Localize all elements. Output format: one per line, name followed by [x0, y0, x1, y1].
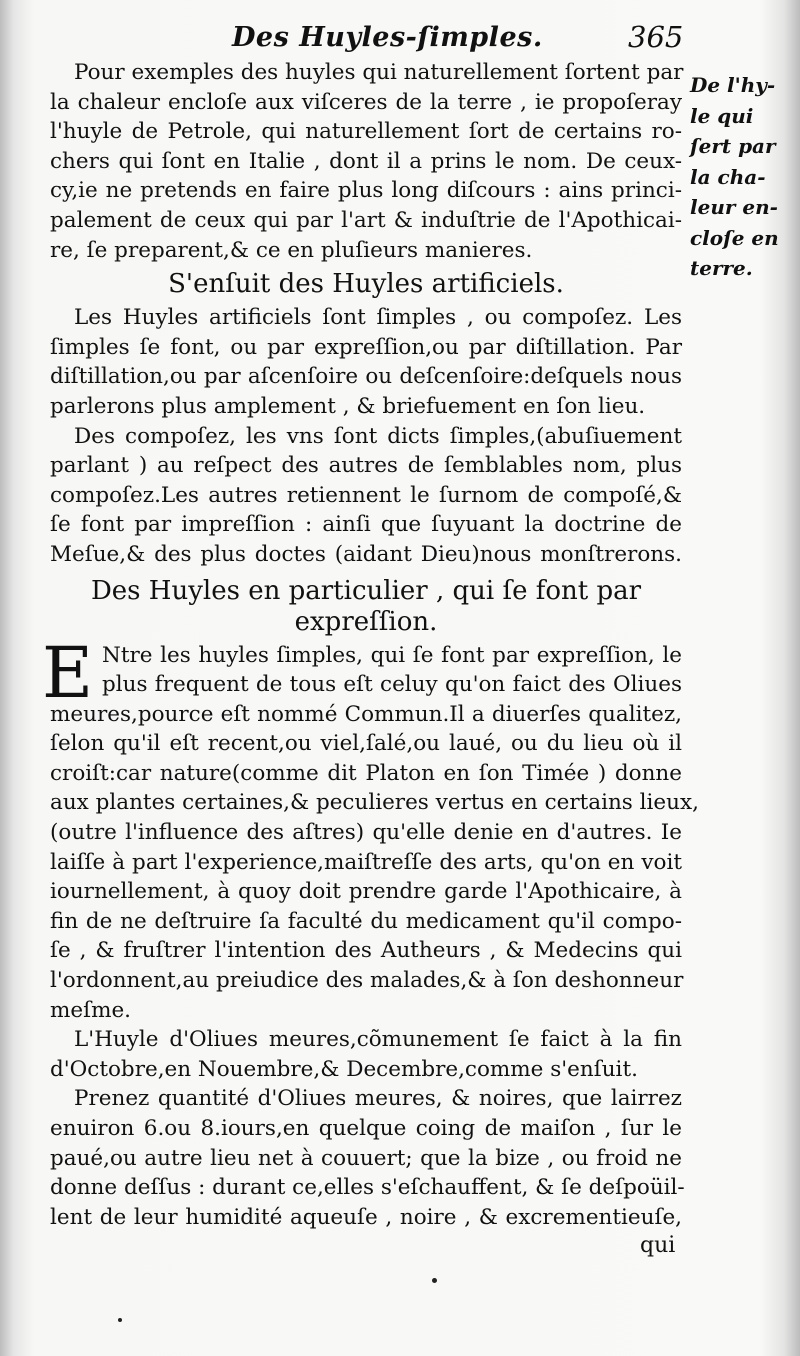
text-line: Pour exemples des huyles qui naturellement ſortent par — [74, 60, 684, 85]
page-edge-shadow — [784, 0, 800, 1356]
text-line: palement de ceux qui par l'art & induſtrie de l'Apothicai- — [50, 207, 682, 233]
text-line: croiſt:car nature(comme dit Platon en ſon Timée ) donne — [50, 760, 682, 786]
text-line: ſe , & fruſtrer l'intention des Autheurs , & Medecins qui — [50, 938, 682, 964]
text-line: Ntre les huyles ſimples, qui ſe font par expreſſion, le — [102, 642, 682, 668]
section-heading: Des Huyles en particulier , qui ſe font par — [90, 575, 642, 606]
margin-note — [690, 70, 796, 284]
section-heading: S'enſuit des Huyles artificiels. — [168, 269, 564, 300]
section-heading: expreſſion. — [294, 606, 438, 637]
margin-note-line: leur en- — [690, 195, 778, 219]
margin-note-line: terre. — [690, 256, 753, 280]
margin-note-line: ſert par — [690, 134, 776, 158]
paragraph-huyle-oliues — [50, 1025, 682, 1084]
text-line: laiſſe à part l'experience,maiſtreſſe des arts, qu'on en voit — [50, 849, 682, 875]
paragraph-artificiels — [50, 303, 682, 421]
text-line: plus frequent de tous eſt celuy qu'on faict des Oliues — [102, 672, 682, 698]
text-line: enuiron 6.ou 8.iours,en quelque coing de maiſon , ſur le — [50, 1116, 682, 1141]
running-title: Des Huyles-ſimples. — [232, 22, 543, 53]
text-line: chers qui ſont en Italie , dont il a prins le nom. De ceux- — [50, 148, 682, 174]
text-line: Les Huyles artificiels ſont ſimples , ou compoſez. Les — [74, 305, 682, 331]
text-line: parlerons plus amplement , & briefuement en ſon lieu. — [50, 393, 646, 419]
text-line: diſtillation,ou par aſcenſoire ou deſcenſoire:deſquels nous — [50, 364, 682, 390]
margin-note-line: la cha- — [690, 164, 766, 189]
text-line: ſe font par impreſſion : ainſi que ſuyuant la doctrine de — [50, 512, 682, 538]
text-line: iournellement, à quoy doit prendre garde l'Apothicaire, à — [50, 879, 682, 905]
text-line: cy,ie ne pretends en faire plus long diſcours : ains princi- — [50, 178, 682, 204]
margin-note-line: De l'hy- — [690, 73, 776, 97]
text-line: aux plantes certaines,& peculieres vertus en certains lieux, — [50, 790, 699, 816]
text-line: Des compoſez, les vns ſont dicts ſimples,(abuſiuement — [74, 423, 682, 449]
text-line: (outre l'influence des aſtres) qu'elle denie en d'autres. Ie — [50, 820, 682, 846]
text-line: la chaleur encloſe aux viſceres de la terre , ie propoſeray — [50, 89, 682, 115]
paragraph-expression — [42, 631, 699, 1026]
ink-speck — [432, 1278, 437, 1283]
text-line: L'Huyle d'Oliues meures,cõmunement ſe faict à la fin — [74, 1027, 682, 1053]
text-line: l'ordonnent,au preiudice des malades,& à ſon deshonneur — [50, 968, 684, 994]
text-line: parlant ) au reſpect des autres de ſemblables nom, plus — [50, 453, 682, 479]
text-line: ſimples ſe font, ou par expreſſion,ou par diſtillation. Par — [50, 334, 682, 360]
catchword: qui — [640, 1233, 676, 1258]
text-line: meſme. — [50, 997, 132, 1023]
text-line: Meſue,& des plus doctes (aidant Dieu)nous monſtrerons. — [50, 541, 682, 567]
paragraph-petrole — [50, 58, 682, 265]
text-line: donne deſſus : durant ce,elles s'eſchauffent, & ſe deſpoüil- — [50, 1175, 685, 1201]
text-line: meures,pource eſt nommé Commun.Il a diuerſes qualitez, — [50, 701, 682, 727]
drop-cap: E — [42, 631, 94, 714]
page-number: 365 — [628, 20, 684, 54]
text-line: ſelon qu'il eſt recent,ou viel,ſalé,ou laué, ou du lieu où il — [50, 731, 682, 757]
margin-note-line: cloſe en — [690, 225, 779, 250]
text-line: Prenez quantité d'Oliues meures, & noires, que lairrez — [74, 1086, 682, 1112]
paragraph-composez — [50, 422, 682, 570]
margin-note-line: le qui — [690, 103, 754, 128]
paragraph-recipe — [50, 1084, 685, 1232]
page-header — [0, 20, 800, 56]
text-line: paué,ou autre lieu net à couuert; que la bize , ou froid ne — [50, 1145, 682, 1171]
text-line: l'huyle de Petrole, qui naturellement ſort de certains ro- — [50, 119, 682, 145]
text-line: compoſez.Les autres retiennent le ſurnom de compoſé,& — [50, 482, 682, 508]
text-line: fin de ne deſtruire ſa faculté du medicament qu'il compo- — [50, 908, 682, 934]
text-line: re, ſe preparent,& ce en pluſieurs manieres. — [50, 237, 533, 263]
main-text — [42, 58, 699, 1232]
text-line: d'Octobre,en Nouembre,& Decembre,comme s'enſuit. — [50, 1056, 638, 1082]
text-line: lent de leur humidité aqueuſe , noire , & excrementieuſe, — [50, 1204, 682, 1230]
ink-speck — [118, 1318, 122, 1322]
